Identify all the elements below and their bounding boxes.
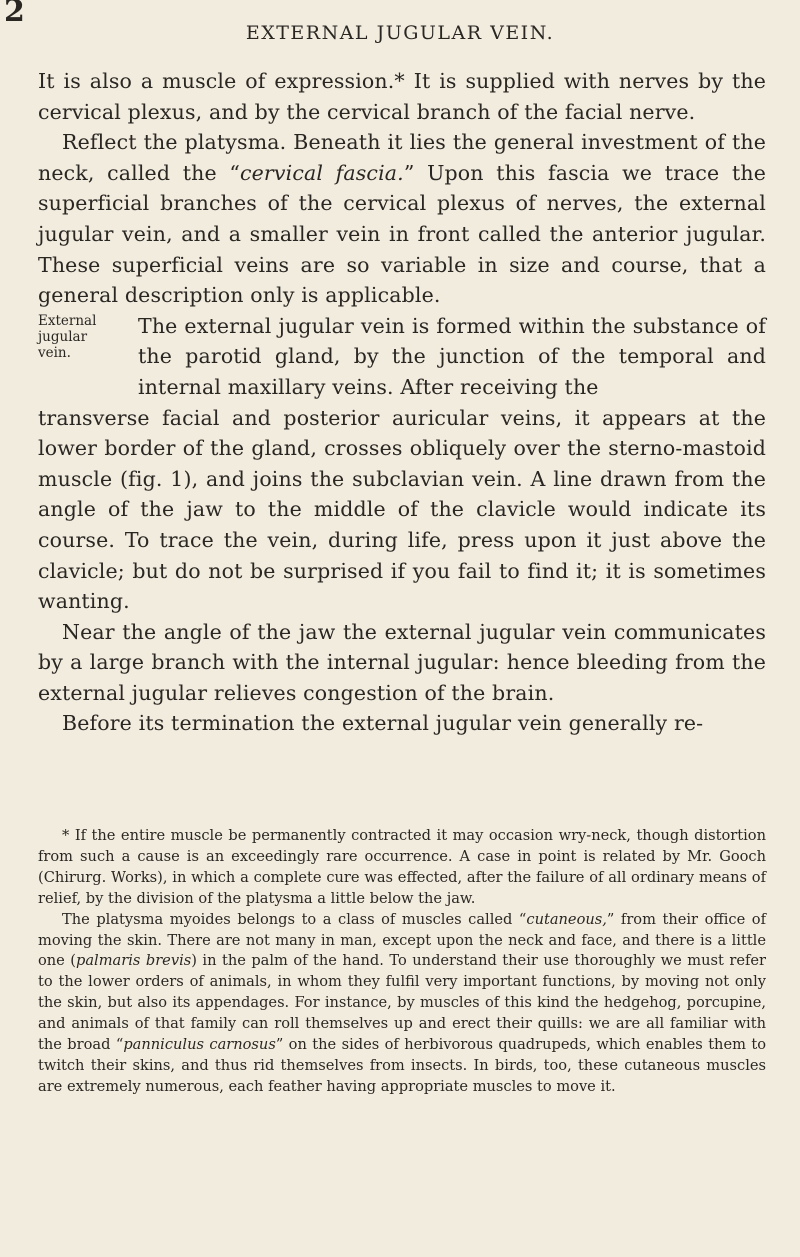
footnote (38, 910, 766, 1098)
footnote-text: ” on the sides of herbivorous quadrupeds, which enables them to twitch their skins, and thus rid themselves from insects. In birds, too, these cutaneous muscles are extremely numerous, each feather having appropriate muscles to move it. (38, 1036, 766, 1095)
footnote-text: ” from their office of moving the skin. There are not many in man, except upon the neck and face, and there is a little one ( (38, 910, 766, 970)
paragraph (38, 66, 766, 127)
page-number: 2 (4, 0, 25, 29)
footnote-text: The platysma myoides belongs to a class of muscles called “ (62, 910, 527, 928)
emphasis-text: cutaneous, (526, 910, 607, 928)
paragraph-text: The external jugular vein is formed within the substance of the parotid gland, by the junction of the temporal and internal maxillary veins. After receiving the (138, 313, 766, 399)
emphasis-text: panniculus carnosus (123, 1036, 276, 1054)
paragraph-text: Before its termination the external jugular vein generally re- (62, 711, 704, 736)
running-head: EXTERNAL JUGULAR VEIN. (245, 22, 555, 44)
paragraph-text: ” Upon this fascia we trace the superficial branches of the cervical plexus of nerves, the external jugular vein, and a smaller vein in front called the anterior jugular. These superficial veins are so variable in size and course, that a general description only is applicable. (38, 160, 766, 308)
body-text (38, 66, 766, 739)
paragraph-with-sidenote (38, 311, 766, 403)
paragraph-text: Near the angle of the jaw the external jugular vein communicates by a large branch with the internal jugular: hence bleeding from the external jugular relieves congestion of the brain. (38, 619, 766, 705)
emphasis-text: palmaris brevis (76, 952, 192, 970)
paragraph-text: Reflect the platysma. Beneath it lies the general investment of the neck, called the “ (38, 130, 766, 185)
paragraph (38, 403, 766, 617)
paragraph (38, 127, 766, 311)
paragraph (38, 311, 766, 403)
paragraph-text: transverse facial and posterior auricular veins, it appears at the lower border of the gland, crosses obliquely over the sterno-mastoid muscle (fig. 1), and joins the subclavian vein. A line drawn from the angle of the jaw to the middle of the clavicle would indicate its course. To trace the vein, during life, press upon it just above the clavicle; but do not be surprised if you fail to find it; it is sometimes wanting. (38, 405, 766, 614)
paragraph (38, 617, 766, 709)
paragraph-text: It is also a muscle of expression.* It is supplied with nerves by the cervical plexus, and by the cervical branch of the facial nerve. (38, 69, 766, 124)
footnote-text: * If the entire muscle be permanently contracted it may occasion wry-neck, though distortion from such a cause is an exceedingly rare occurrence. A case in point is related by Mr. Gooch (Chirurg. Works), in which a complete cure was effected, after the failure of all ordinary means of relief, by the division of the platysma a little below the jaw. (38, 827, 766, 907)
emphasis-text: cervical fascia. (240, 160, 404, 185)
margin-sidenote: External jugular vein. (38, 312, 97, 361)
footnote-text: ) in the palm of the hand. To understand their use thoroughly we must refer to the lower orders of animals, in whom they fulfil very important functions, by moving not only the skin, but also its appendages. For instance, by muscles of this kind the hedgehog, porcupine, and animals of that family can roll themselves up and erect their quills: we are all familiar with the broad “ (38, 952, 766, 1054)
footnote (38, 826, 766, 910)
footnotes (38, 826, 766, 1098)
paragraph (38, 708, 766, 739)
